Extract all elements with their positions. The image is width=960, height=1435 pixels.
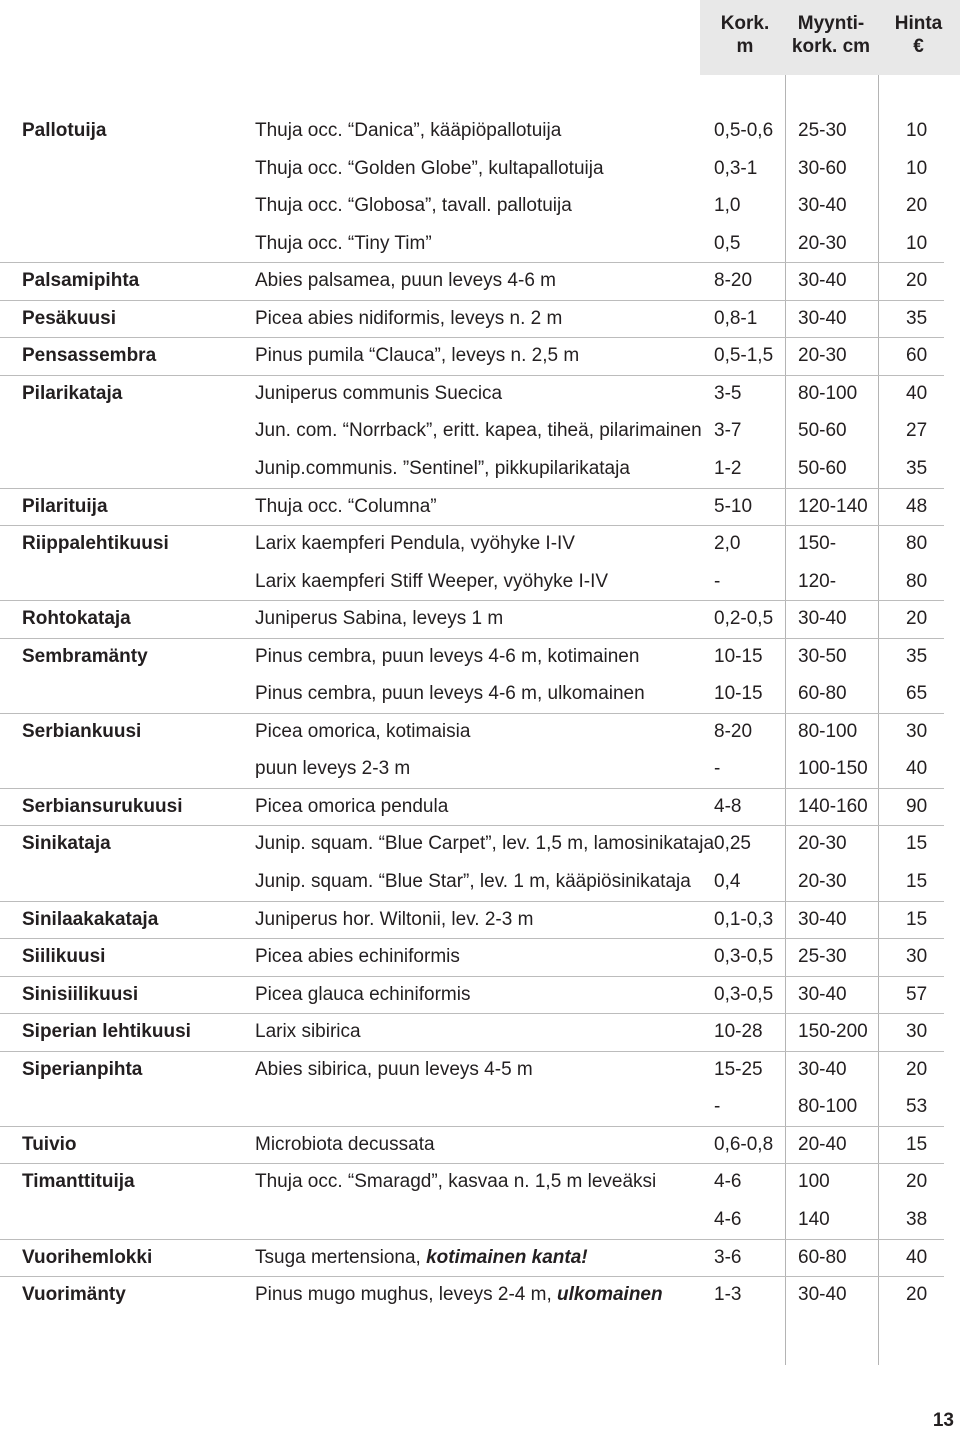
kork-value: 4-6 bbox=[714, 1208, 742, 1230]
myynti-value: 30-40 bbox=[798, 1284, 847, 1306]
table-row bbox=[0, 1239, 960, 1277]
plant-name: Serbiankuusi bbox=[22, 720, 142, 742]
price-value: 35 bbox=[906, 645, 928, 667]
plant-description: Picea omorica pendula bbox=[255, 795, 449, 817]
plant-name: Tuivio bbox=[22, 1133, 77, 1155]
kork-value: 10-28 bbox=[714, 1021, 763, 1043]
table-row bbox=[0, 1163, 960, 1201]
table-row bbox=[0, 713, 960, 751]
plant-description: Abies sibirica, puun leveys 4-5 m bbox=[255, 1058, 533, 1080]
price-value: 10 bbox=[906, 120, 928, 141]
kork-value: 8-20 bbox=[714, 270, 753, 292]
myynti-value: 120- bbox=[798, 570, 837, 592]
kork-value: 0,5-1,5 bbox=[714, 345, 774, 367]
price-value: 20 bbox=[906, 608, 928, 630]
table-row bbox=[0, 675, 960, 713]
myynti-value: 20-30 bbox=[798, 871, 847, 892]
myynti-value: 50-60 bbox=[798, 457, 847, 479]
plant-description bbox=[255, 1239, 588, 1276]
table-row bbox=[0, 638, 960, 676]
myynti-value: 140-160 bbox=[798, 795, 868, 817]
table-row bbox=[0, 375, 960, 413]
table-row bbox=[0, 150, 960, 188]
price-value: 30 bbox=[906, 946, 928, 968]
plant-description-emphasis: ulkomainen bbox=[557, 1284, 663, 1306]
kork-value: 4-6 bbox=[714, 1171, 742, 1193]
kork-value: 5-10 bbox=[714, 495, 753, 517]
plant-name: Siperian lehtikuusi bbox=[22, 1021, 191, 1043]
price-value: 35 bbox=[906, 457, 928, 479]
kork-value: 1-2 bbox=[714, 457, 742, 479]
kork-value: - bbox=[714, 758, 721, 780]
plant-description: Junip. squam. “Blue Carpet”, lev. 1,5 m, lamosinikataja bbox=[255, 833, 715, 855]
myynti-value: 30-40 bbox=[798, 908, 847, 930]
kork-value: 0,2-0,5 bbox=[714, 608, 774, 630]
kork-value: 15-25 bbox=[714, 1058, 763, 1080]
plant-name: Vuorimänty bbox=[22, 1284, 126, 1306]
plant-name: Sembramänty bbox=[22, 645, 148, 667]
table-row bbox=[0, 187, 960, 225]
plant-name: Siperianpihta bbox=[22, 1058, 143, 1080]
myynti-value: 30-40 bbox=[798, 195, 847, 217]
table-row bbox=[0, 863, 960, 901]
table-row bbox=[0, 1276, 960, 1314]
header-kork: Kork. m bbox=[720, 13, 770, 57]
kork-value: 10-15 bbox=[714, 683, 763, 705]
myynti-value: 30-40 bbox=[798, 1058, 847, 1080]
myynti-value: 25-30 bbox=[798, 946, 847, 968]
plant-description: Microbiota decussata bbox=[255, 1133, 435, 1155]
price-value: 15 bbox=[906, 871, 928, 892]
price-value: 48 bbox=[906, 495, 928, 517]
myynti-value: 80-100 bbox=[798, 720, 858, 742]
kork-value: 0,6-0,8 bbox=[714, 1133, 774, 1155]
price-value: 38 bbox=[906, 1208, 928, 1230]
table-row bbox=[0, 600, 960, 638]
plant-name: Pesäkuusi bbox=[22, 307, 116, 329]
header-hinta: Hinta € bbox=[894, 13, 943, 57]
plant-description: Pinus cembra, puun leveys 4-6 m, kotimainen bbox=[255, 645, 640, 667]
price-value: 40 bbox=[906, 382, 928, 404]
table-row bbox=[0, 788, 960, 826]
plant-description: Thuja occ. “Danica”, kääpiöpallotuija bbox=[255, 120, 562, 141]
table-row bbox=[0, 563, 960, 601]
plant-description: Picea abies nidiformis, leveys n. 2 m bbox=[255, 307, 563, 329]
myynti-value: 25-30 bbox=[798, 120, 847, 141]
plant-description: Thuja occ. “Columna” bbox=[255, 495, 437, 517]
myynti-value: 20-30 bbox=[798, 232, 847, 254]
plant-description: Abies palsamea, puun leveys 4-6 m bbox=[255, 270, 556, 292]
myynti-value: 120-140 bbox=[798, 495, 868, 517]
plant-description bbox=[255, 1276, 663, 1313]
plant-description: puun leveys 2-3 m bbox=[255, 758, 411, 780]
table-row bbox=[0, 450, 960, 488]
kork-value: 3-7 bbox=[714, 420, 742, 442]
price-value: 60 bbox=[906, 345, 928, 367]
page-number: 13 bbox=[932, 1410, 954, 1431]
plant-description-text: Pinus mugo mughus, leveys 2-4 m, bbox=[255, 1284, 558, 1306]
table-row bbox=[0, 825, 960, 863]
myynti-value: 50-60 bbox=[798, 420, 847, 442]
plant-name: Palsamipihta bbox=[22, 270, 140, 292]
price-value: 20 bbox=[906, 270, 928, 292]
plant-description: Pinus cembra, puun leveys 4-6 m, ulkomainen bbox=[255, 683, 645, 705]
plant-description: Larix kaempferi Stiff Weeper, vyöhyke I-IV bbox=[255, 570, 609, 592]
table-row bbox=[0, 225, 960, 263]
plant-name: Sinisiilikuusi bbox=[22, 983, 139, 1005]
price-value: 40 bbox=[906, 758, 928, 780]
kork-value: 1-3 bbox=[714, 1284, 742, 1306]
table-row bbox=[0, 525, 960, 563]
kork-value: 8-20 bbox=[714, 720, 753, 742]
plant-description: Picea omorica, kotimaisia bbox=[255, 720, 471, 742]
plant-description: Thuja occ. “Smaragd”, kasvaa n. 1,5 m leveäksi bbox=[255, 1171, 657, 1193]
kork-value: - bbox=[714, 1096, 721, 1118]
plant-description: Juniperus Sabina, leveys 1 m bbox=[255, 608, 504, 630]
plant-name: Vuorihemlokki bbox=[22, 1246, 153, 1268]
plant-description-emphasis: kotimainen kanta! bbox=[426, 1246, 588, 1268]
kork-value: 3-6 bbox=[714, 1246, 742, 1268]
price-value: 10 bbox=[906, 157, 928, 179]
myynti-value: 30-40 bbox=[798, 983, 847, 1005]
plant-description: Thuja occ. “Globosa”, tavall. pallotuija bbox=[255, 195, 572, 217]
price-value: 40 bbox=[906, 1246, 928, 1268]
kork-value: 0,5-0,6 bbox=[714, 120, 774, 141]
kork-value: 2,0 bbox=[714, 533, 741, 555]
myynti-value: 30-50 bbox=[798, 645, 847, 667]
table-row bbox=[0, 1201, 960, 1239]
myynti-value: 30-40 bbox=[798, 270, 847, 292]
table-row bbox=[0, 300, 960, 338]
plant-name: Pallotuija bbox=[22, 120, 107, 141]
table-row bbox=[0, 1051, 960, 1089]
plant-description: Junip.communis. ”Sentinel”, pikkupilarikataja bbox=[255, 457, 630, 479]
kork-value: 0,1-0,3 bbox=[714, 908, 774, 930]
myynti-value: 20-40 bbox=[798, 1133, 847, 1155]
myynti-value: 100 bbox=[798, 1171, 830, 1193]
myynti-value: 30-40 bbox=[798, 307, 847, 329]
plant-name: Serbiansurukuusi bbox=[22, 795, 183, 817]
price-value: 30 bbox=[906, 720, 928, 742]
kork-value: 3-5 bbox=[714, 382, 742, 404]
plant-name: Rohtokataja bbox=[22, 608, 131, 630]
myynti-value: 30-40 bbox=[798, 608, 847, 630]
plant-description: Thuja occ. “Golden Globe”, kultapallotuija bbox=[255, 157, 604, 179]
price-value: 53 bbox=[906, 1096, 928, 1118]
plant-name: Sinilaakakataja bbox=[22, 908, 159, 930]
price-value: 65 bbox=[906, 683, 928, 705]
plant-name: Timanttituija bbox=[22, 1171, 135, 1193]
plant-description: Juniperus hor. Wiltonii, lev. 2-3 m bbox=[255, 908, 534, 930]
kork-value: 4-8 bbox=[714, 795, 742, 817]
kork-value: 0,4 bbox=[714, 871, 741, 892]
price-value: 80 bbox=[906, 533, 928, 555]
plant-description: Thuja occ. “Tiny Tim” bbox=[255, 232, 432, 254]
price-value: 20 bbox=[906, 195, 928, 217]
kork-value: 1,0 bbox=[714, 195, 741, 217]
myynti-value: 30-60 bbox=[798, 157, 847, 179]
kork-value: - bbox=[714, 570, 721, 592]
table-row bbox=[0, 901, 960, 939]
plant-description: Juniperus communis Suecica bbox=[255, 382, 503, 404]
kork-value: 0,3-0,5 bbox=[714, 946, 774, 968]
plant-name: Pilarituija bbox=[22, 495, 108, 517]
plant-description: Picea glauca echiniformis bbox=[255, 983, 471, 1005]
price-value: 30 bbox=[906, 1021, 928, 1043]
plant-name: Riippalehtikuusi bbox=[22, 533, 169, 555]
myynti-value: 20-30 bbox=[798, 345, 847, 367]
price-value: 15 bbox=[906, 833, 928, 855]
table-row bbox=[0, 112, 960, 150]
price-value: 15 bbox=[906, 1133, 928, 1155]
table-row bbox=[0, 488, 960, 526]
table-row bbox=[0, 938, 960, 976]
price-value: 35 bbox=[906, 307, 928, 329]
price-value: 90 bbox=[906, 795, 928, 817]
price-value: 10 bbox=[906, 232, 928, 254]
plant-description: Pinus pumila “Clauca”, leveys n. 2,5 m bbox=[255, 345, 580, 367]
price-value: 27 bbox=[906, 420, 928, 442]
plant-description: Picea abies echiniformis bbox=[255, 946, 460, 968]
kork-value: 0,3-0,5 bbox=[714, 983, 774, 1005]
myynti-value: 20-30 bbox=[798, 833, 847, 855]
kork-value: 0,5 bbox=[714, 232, 741, 254]
header-myynti: Myynti- kork. cm bbox=[791, 13, 871, 57]
plant-description: Junip. squam. “Blue Star”, lev. 1 m, kääpiösinikataja bbox=[255, 871, 691, 892]
table-row bbox=[0, 412, 960, 450]
table-row bbox=[0, 976, 960, 1014]
myynti-value: 60-80 bbox=[798, 683, 847, 705]
table-row bbox=[0, 1126, 960, 1164]
plant-name: Pilarikataja bbox=[22, 382, 123, 404]
myynti-value: 80-100 bbox=[798, 382, 858, 404]
plant-description: Larix kaempferi Pendula, vyöhyke I-IV bbox=[255, 533, 575, 555]
myynti-value: 150- bbox=[798, 533, 837, 555]
plant-name: Siilikuusi bbox=[22, 946, 106, 968]
myynti-value: 80-100 bbox=[798, 1096, 858, 1118]
table-row bbox=[0, 750, 960, 788]
kork-value: 0,8-1 bbox=[714, 307, 758, 329]
price-value: 15 bbox=[906, 908, 928, 930]
plant-description: Jun. com. “Norrback”, eritt. kapea, tiheä, pilarimainen bbox=[255, 420, 702, 442]
table-row bbox=[0, 1088, 960, 1126]
price-value: 20 bbox=[906, 1171, 928, 1193]
table-row bbox=[0, 1013, 960, 1051]
plant-name: Pensassembra bbox=[22, 345, 157, 367]
myynti-value: 60-80 bbox=[798, 1246, 847, 1268]
myynti-value: 100-150 bbox=[798, 758, 868, 780]
kork-value: 0,3-1 bbox=[714, 157, 758, 179]
table-row bbox=[0, 262, 960, 300]
table-row bbox=[0, 337, 960, 375]
plant-name: Sinikataja bbox=[22, 833, 111, 855]
kork-value: 10-15 bbox=[714, 645, 763, 667]
myynti-value: 140 bbox=[798, 1208, 830, 1230]
price-value: 57 bbox=[906, 983, 928, 1005]
price-value: 20 bbox=[906, 1284, 928, 1306]
plant-description: Larix sibirica bbox=[255, 1021, 361, 1043]
price-value: 80 bbox=[906, 570, 928, 592]
kork-value: 0,25 bbox=[714, 833, 751, 855]
myynti-value: 150-200 bbox=[798, 1021, 868, 1043]
price-value: 20 bbox=[906, 1058, 928, 1080]
plant-description-text: Tsuga mertensiona, bbox=[255, 1246, 427, 1268]
